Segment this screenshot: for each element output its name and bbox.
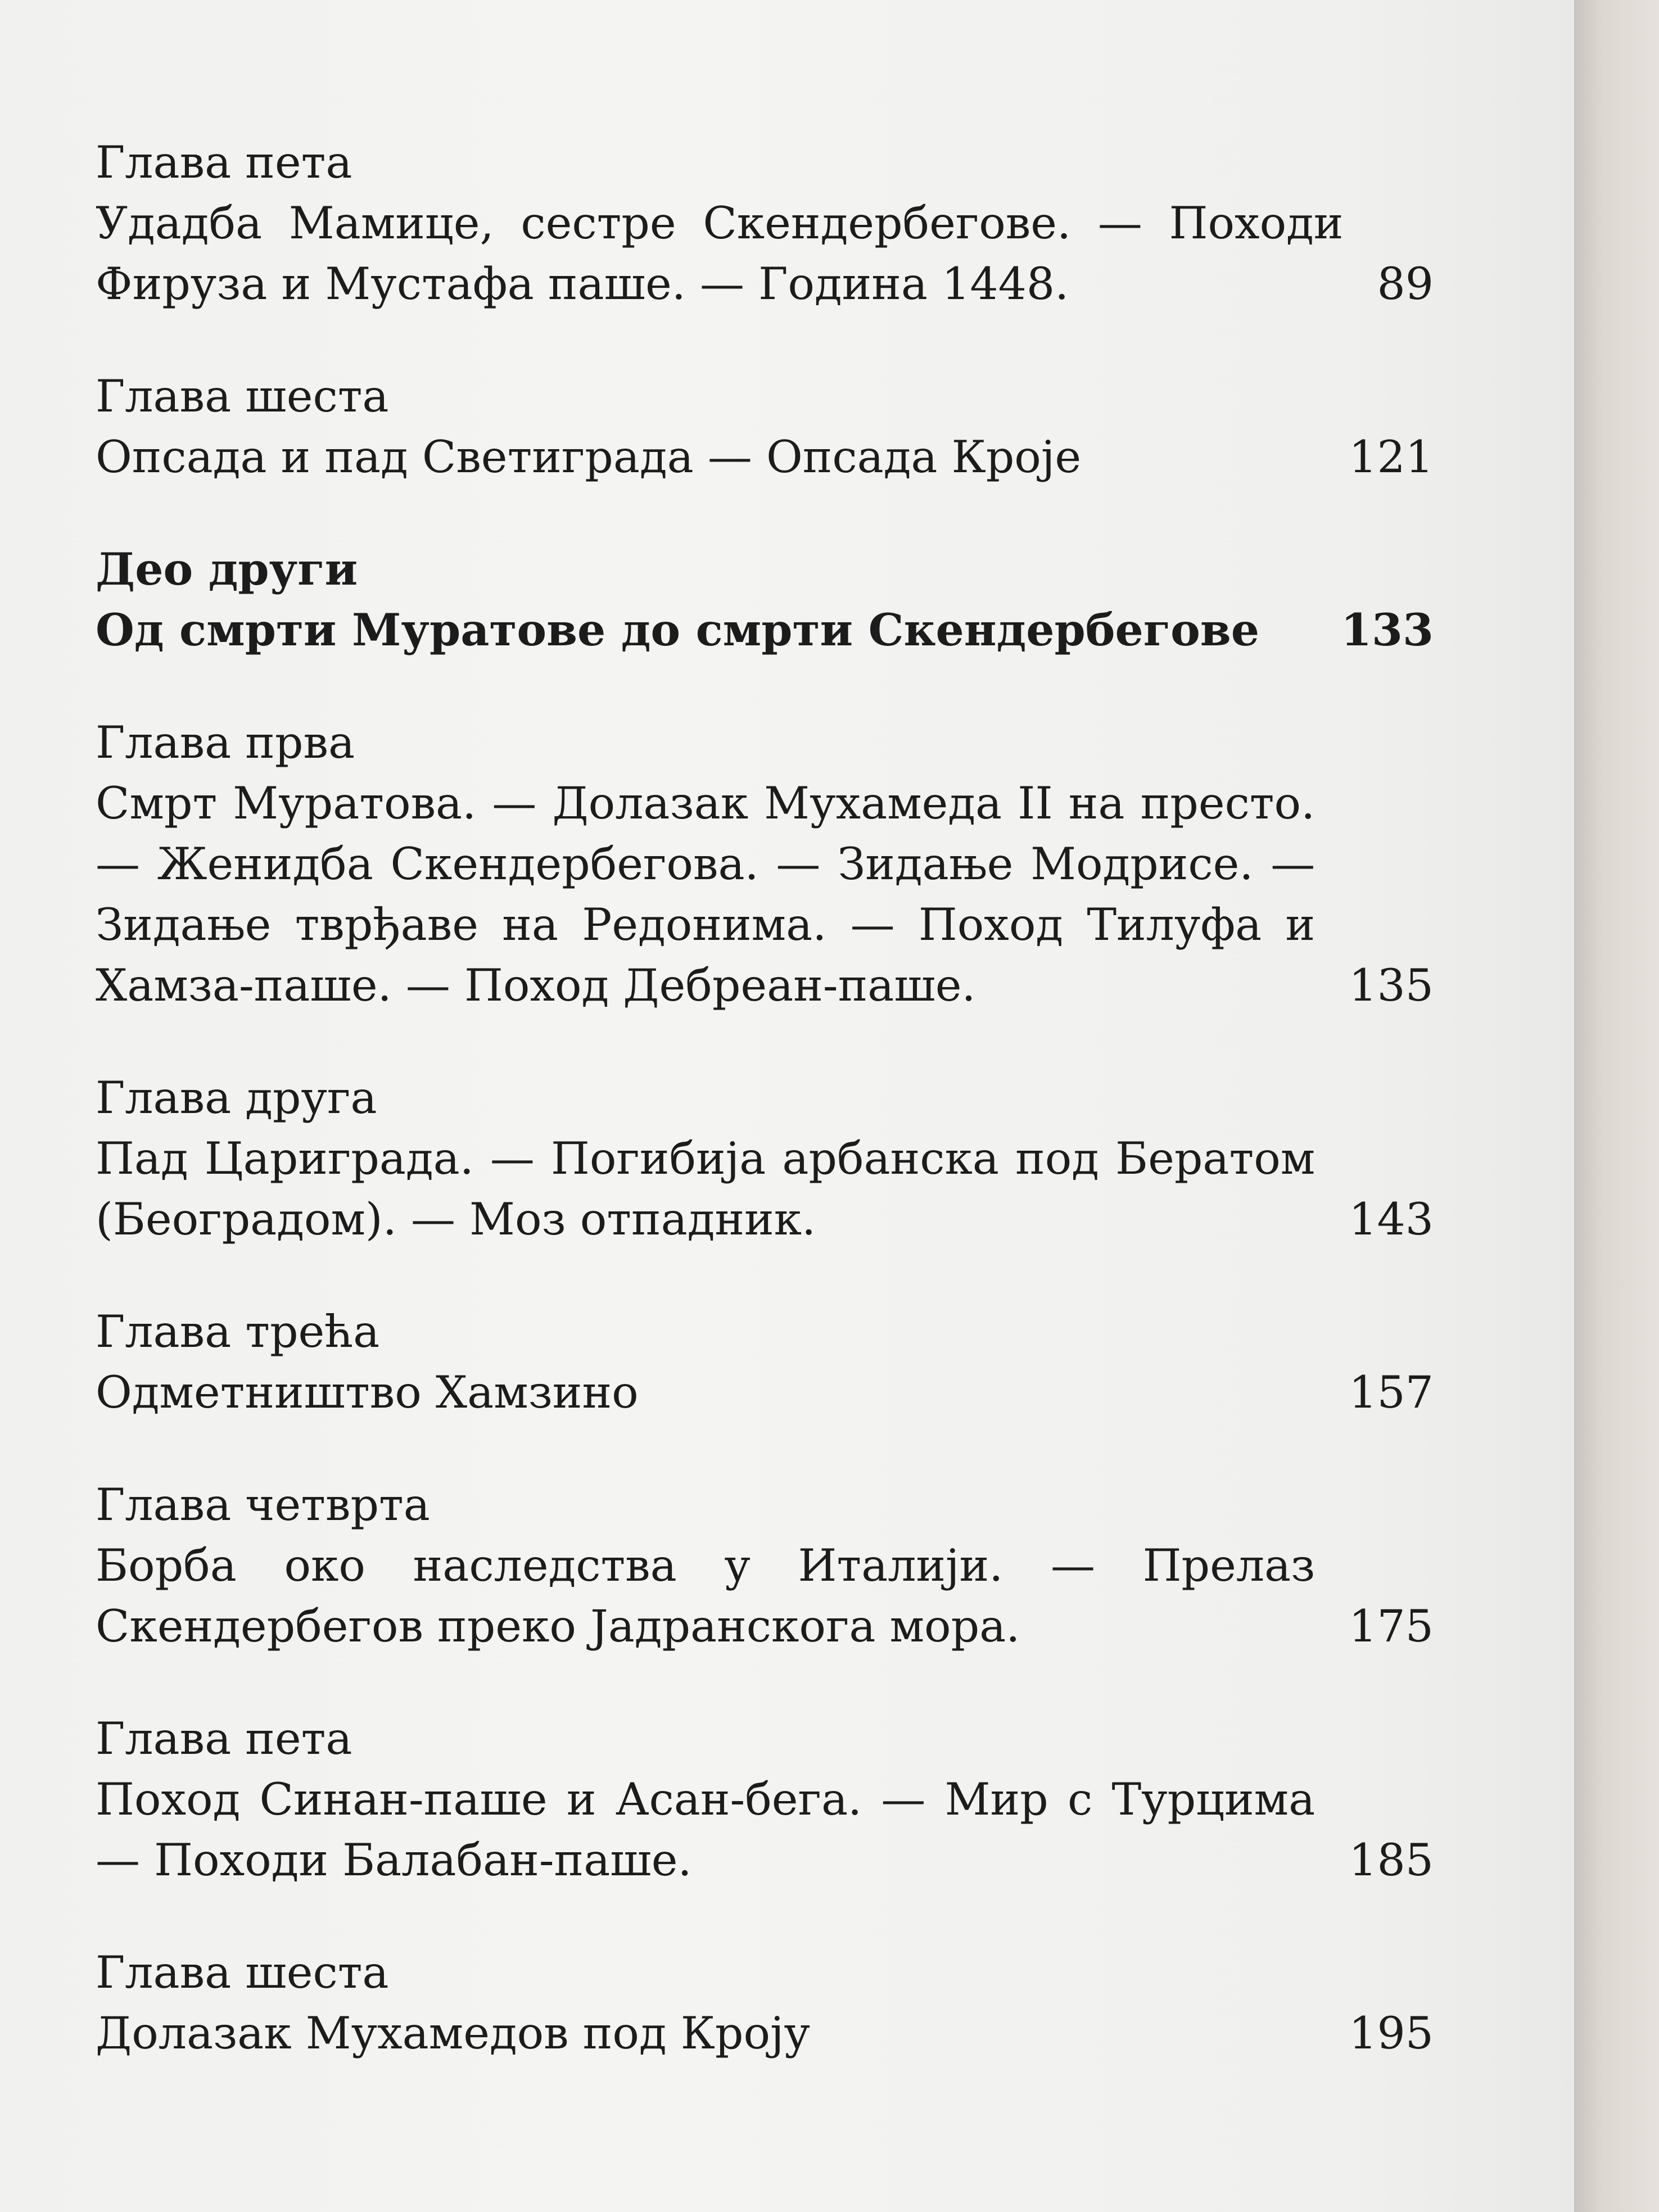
chapter-heading: Глава трећа: [96, 1306, 380, 1358]
part-heading: Део други: [96, 543, 358, 595]
chapter-description: Опсада и пад Светиграда — Опсада Кроје: [96, 431, 1082, 483]
page-number: 89: [1377, 258, 1434, 310]
chapter-heading: Глава шеста: [96, 370, 389, 422]
toc-entry: [96, 712, 1434, 1016]
toc-entry: [96, 1942, 1434, 2064]
toc-entry: [96, 366, 1434, 487]
page-number: 135: [1349, 960, 1434, 1011]
chapter-heading: Глава друга: [96, 1072, 377, 1124]
toc-entry: [96, 1708, 1434, 1890]
page-number: 143: [1349, 1193, 1434, 1245]
page-number: 175: [1349, 1600, 1434, 1652]
chapter-description: Поход Синан-паше и Асан-бега. — Мир с Турцима — Походи Балабан-паше.: [96, 1774, 1316, 1886]
chapter-description: Смрт Муратова. — Долазак Мухамеда II на престо. — Женидба Скендербегова. — Зидање Модрисе. — Зидање тврђаве на Редонима. — Поход Тилуфа и Хамза-паше. — Поход Дебреан-паше.: [96, 777, 1316, 1011]
toc-entry: [96, 1301, 1434, 1423]
page-number: 157: [1349, 1367, 1434, 1418]
chapter-heading: Глава пета: [96, 137, 352, 188]
chapter-description: Долазак Мухамедов под Кроју: [96, 2007, 810, 2059]
page-number: 185: [1349, 1834, 1434, 1886]
entry-row: [96, 427, 1434, 487]
entry-row: [96, 773, 1434, 1016]
chapter-heading: Глава четврта: [96, 1479, 430, 1531]
toc-entry: [96, 1474, 1434, 1657]
chapter-heading: Глава пета: [96, 1713, 352, 1765]
chapter-heading: Глава шеста: [96, 1947, 389, 1998]
toc-part-entry: [96, 539, 1434, 661]
entry-row: [96, 1128, 1434, 1250]
page-number: 121: [1349, 431, 1434, 483]
toc-entry: [96, 132, 1434, 314]
chapter-description: Пад Цариграда. — Погибија арбанска под Бератом (Београдом). — Моз отпадник.: [96, 1133, 1316, 1245]
entry-row: [96, 600, 1434, 661]
chapter-description: Одметништво Хамзино: [96, 1367, 639, 1418]
table-of-contents: [96, 132, 1434, 2115]
entry-row: [96, 193, 1434, 314]
toc-entry: [96, 1067, 1434, 1250]
entry-row: [96, 1362, 1434, 1423]
page-number: 195: [1349, 2007, 1434, 2059]
chapter-heading: Глава прва: [96, 717, 355, 768]
page-edge-shadow: [1574, 0, 1659, 2212]
chapter-description: Борба око наследства у Италији. — Прелаз Скендербегов преко Јадранскога мора.: [96, 1540, 1316, 1652]
entry-row: [96, 2003, 1434, 2064]
page-number: 133: [1341, 604, 1434, 656]
chapter-description: Удадба Мамице, сестре Скендербегове. — Походи Фируза и Мустафа паше. — Година 1448.: [96, 197, 1344, 310]
part-description: Од смрти Муратове до смрти Скендербегове: [96, 604, 1259, 656]
entry-row: [96, 1535, 1434, 1657]
entry-row: [96, 1769, 1434, 1890]
